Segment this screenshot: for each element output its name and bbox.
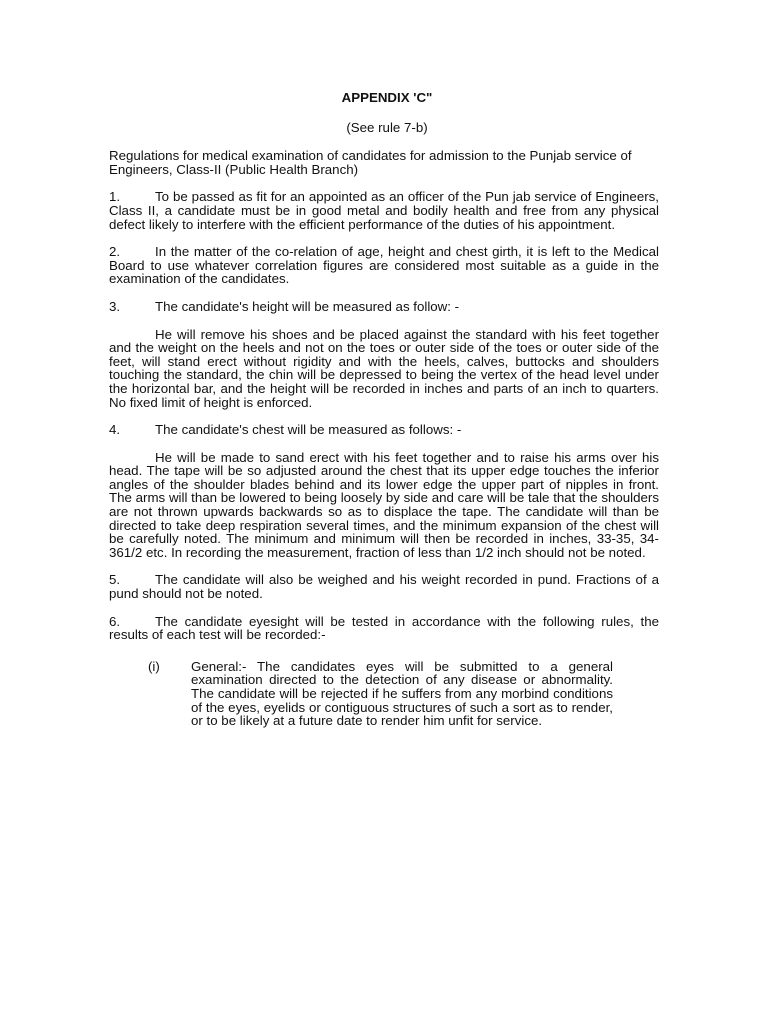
appendix-title: APPENDIX 'C" xyxy=(341,90,433,105)
section-text: In the matter of the co-relation of age, height and chest girth, it is left to the Medical Board to use whatever correlation figures are considered most suitable as a guide in the examination of the candidates. xyxy=(109,244,659,287)
section-number: 6. xyxy=(109,613,121,629)
section-3 xyxy=(109,300,659,314)
eyesight-subitem-general xyxy=(109,660,659,728)
chest-measurement-detail: He will be made to sand erect with his feet together and to raise his arms over his head. The tape will be so adjusted around the chest that its upper edge touches the inferior angles of the shoulder blades behind and its lower edge the upper part of nipples in front. The arms will than be lowered to being loosely by side and care will be tale that the shoulders are not thrown upwards backwards so as to displace the tape. The candidate will than be directed to take deep respiration several times, and the minimum expansion of the chest will be carefully noted. The minimum and minimum will then be recorded in inches, 33-35, 34-361/2 etc. In recording the measurement, fraction of less than 1/2 inch should not be noted. xyxy=(109,449,659,560)
section-number: 5. xyxy=(109,572,121,588)
regulations-intro: Regulations for medical examination of candidates for admission to the Punjab service of Engineers, Class-II (Public Health Branch) xyxy=(109,148,632,177)
section-text: The candidate's chest will be measured as follows: - xyxy=(155,422,462,438)
subitem-label: (i) xyxy=(148,658,160,674)
section-text: The candidate's height will be measured as follow: - xyxy=(155,298,460,314)
section-number: 2. xyxy=(109,244,121,260)
section-number: 1. xyxy=(109,189,121,205)
section-text: To be passed as fit for an appointed as an officer of the Pun jab service of Engineers, Class II, a candidate must be in good metal and bodily health and free from any physical defect likely to interfere with the efficient performance of the duties of his appointment. xyxy=(109,189,659,232)
subitem-text: General:- The candidates eyes will be submitted to a general examination directed to the detection of any disease or abnormality. The candidate will be rejected if he suffers from any morbind conditions of the eyes, eyelids or contiguous structures of such a sort as to render, or to be likely at a future date to render him unfit for service. xyxy=(191,658,613,729)
section-text: The candidate eyesight will be tested in accordance with the following rules, the results of each test will be recorded:- xyxy=(109,613,659,643)
section-number: 3. xyxy=(109,298,121,314)
section-5 xyxy=(109,573,659,600)
section-number: 4. xyxy=(109,422,121,438)
section-4 xyxy=(109,423,659,437)
section-1 xyxy=(109,190,659,231)
section-text: The candidate will also be weighed and his weight recorded in pund. Fractions of a pund should not be noted. xyxy=(109,572,659,602)
section-2 xyxy=(109,245,659,286)
section-6 xyxy=(109,615,659,642)
rule-reference: (See rule 7-b) xyxy=(346,119,428,135)
document-page xyxy=(109,91,659,728)
height-measurement-detail: He will remove his shoes and be placed against the standard with his feet together and the weight on the heels and not on the toes or outer side of the toes or outer side of the feet, will stand erect without rigidity and with the heels, calves, buttocks and shoulders touching the standard, the chin will be depressed to being the vertex of the head level under the horizontal bar, and the height will be recorded in inches and parts of an inch to quarters. No fixed limit of height is enforced. xyxy=(109,326,659,410)
